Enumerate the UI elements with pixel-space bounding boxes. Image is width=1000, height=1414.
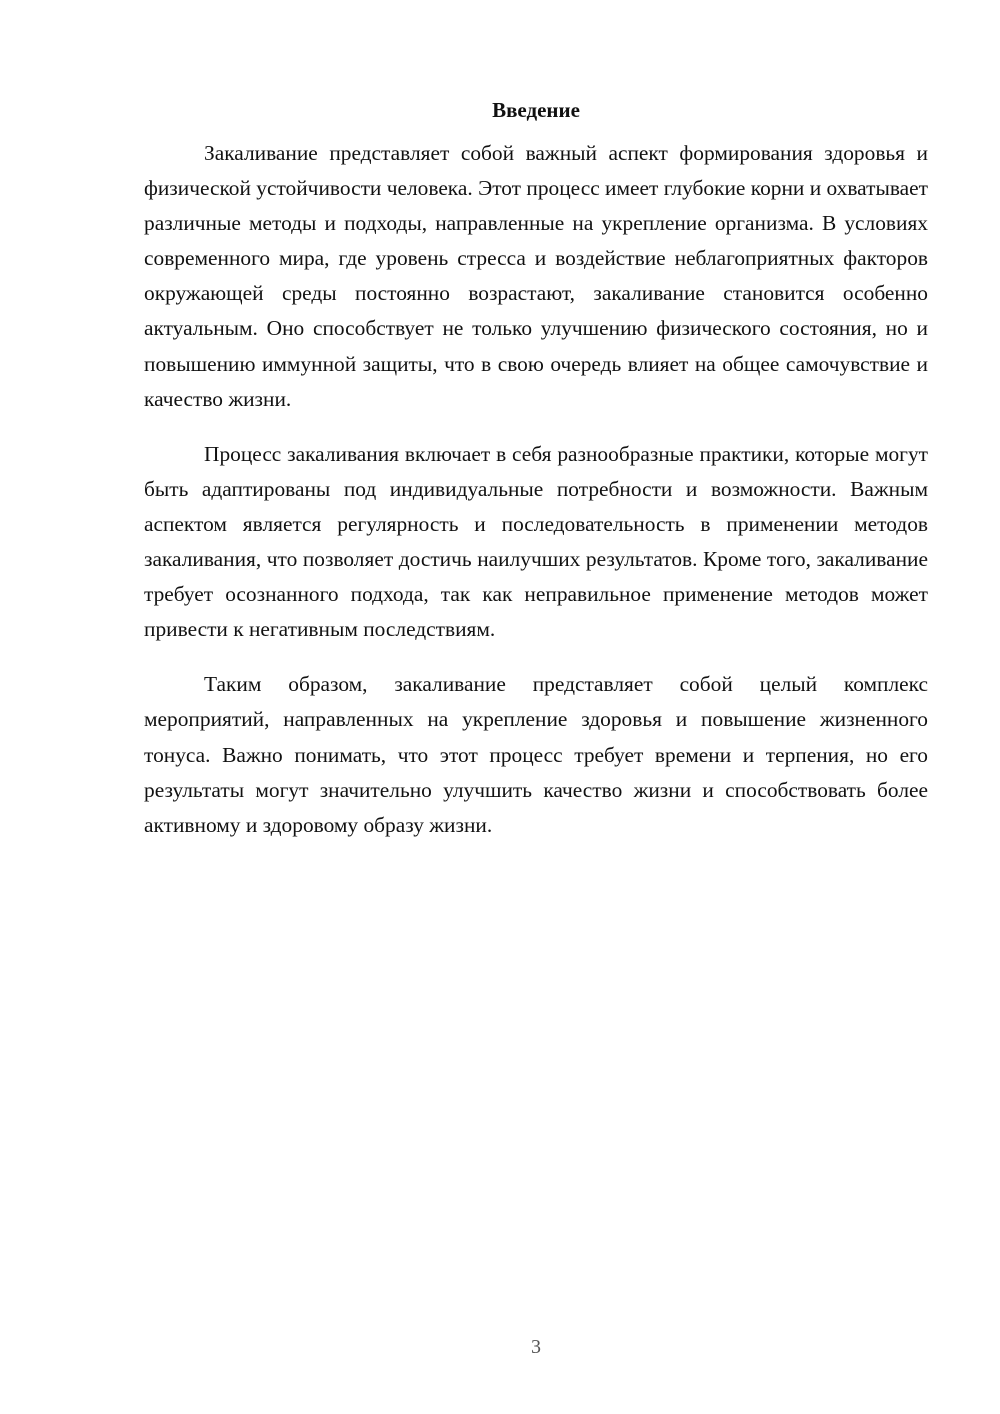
section-heading: Введение <box>492 98 580 122</box>
page-number: 3 <box>531 1336 541 1358</box>
paragraph-1: Закаливание представляет собой важный аспект формирования здоровья и физической устойчивости человека. Этот процесс имеет глубокие корни и охватывает различные методы и подходы, направленные на укрепление организма. В условиях современного мира, где уровень стресса и воздействие неблагоприятных факторов окружающей среды постоянно возрастают, закаливание становится особенно актуальным. Оно способствует не только улучшению физического состояния, но и повышению иммунной защиты, что в свою очередь влияет на общее самочувствие и качество жизни. <box>144 141 928 411</box>
page-content <box>144 95 928 863</box>
paragraph-2: Процесс закаливания включает в себя разнообразные практики, которые могут быть адаптированы под индивидуальные потребности и возможности. Важным аспектом является регулярность и последовательность в применении методов закаливания, что позволяет достичь наилучших результатов. Кроме того, закаливание требует осознанного подхода, так как неправильное применение методов может привести к негативным последствиям. <box>144 441 928 642</box>
paragraph-3: Таким образом, закаливание представляет собой целый комплекс мероприятий, направленных на укрепление здоровья и повышение жизненного тонуса. Важно понимать, что этот процесс требует времени и терпения, но его результаты могут значительно улучшить качество жизни и способствовать более активному и здоровому образу жизни. <box>144 672 928 837</box>
